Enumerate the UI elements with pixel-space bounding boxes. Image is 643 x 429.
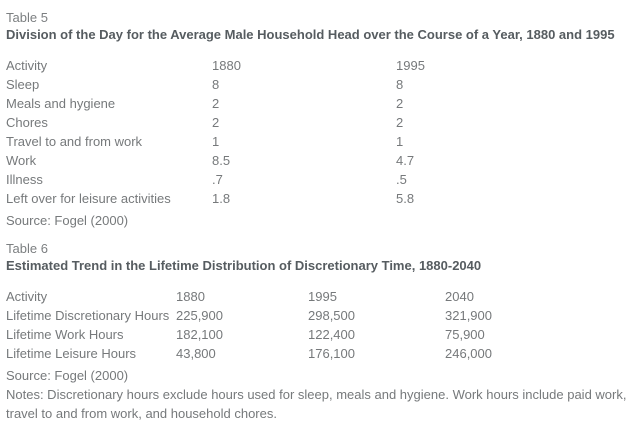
table-cell: Left over for leisure activities [6,191,171,206]
table-cell: 43,800 [176,346,216,361]
table-cell: 225,900 [176,308,223,323]
table-header-row [6,56,602,75]
table-cell: 2 [396,96,404,111]
table-cell: Lifetime Work Hours [6,327,124,342]
table-row [6,344,602,363]
table-cell: Chores [6,115,48,130]
table5-source: Source: Fogel (2000) [6,213,129,228]
table-row [6,75,602,94]
table-cell: 4.7 [396,153,415,168]
table-cell: 1 [212,134,220,149]
table-cell: Lifetime Discretionary Hours [6,308,170,323]
table-cell: Illness [6,172,43,187]
table-row [6,132,602,151]
table-cell: Meals and hygiene [6,96,116,111]
table-header-cell: Activity [6,289,48,304]
table-cell: 182,100 [176,327,223,342]
table-header-row [6,287,602,306]
table-row [6,325,602,344]
table5 [6,56,602,208]
table-cell: 321,900 [445,308,492,323]
table-row [6,113,602,132]
table-cell: 1 [396,134,404,149]
table-header-cell: 1880 [212,58,241,73]
table6 [6,287,602,363]
table-cell: .7 [212,172,223,187]
table6-title: Estimated Trend in the Lifetime Distribution of Discretionary Time, 1880-2040 [6,258,482,273]
table-cell: 8.5 [212,153,231,168]
table-header-cell: 1995 [396,58,425,73]
table-cell: Sleep [6,77,40,92]
table-cell: 8 [212,77,220,92]
table-cell: 2 [396,115,404,130]
table-header-cell: 2040 [445,289,474,304]
table-cell: 2 [212,96,220,111]
table5-section [6,9,637,230]
table5-title: Division of the Day for the Average Male Household Head over the Course of a Year, 1880 and 1995 [6,27,615,42]
table-cell: Lifetime Leisure Hours [6,346,137,361]
table-row [6,170,602,189]
table-row [6,151,602,170]
table6-notes: Notes: Discretionary hours exclude hours used for sleep, meals and hygiene. Work hours include paid work, travel to and from work, and household chores. [6,387,627,421]
table-header-cell: 1880 [176,289,205,304]
table6-section [6,240,637,423]
table-row [6,306,602,325]
table-cell: 5.8 [396,191,415,206]
table-cell: Work [6,153,37,168]
table-row [6,189,602,208]
table-cell: 75,900 [445,327,485,342]
table-cell: .5 [396,172,407,187]
table6-label: Table 6 [6,241,48,256]
table-row [6,94,602,113]
table-cell: 2 [212,115,220,130]
table-cell: 246,000 [445,346,492,361]
table-cell: 1.8 [212,191,231,206]
table-header-cell: 1995 [308,289,337,304]
table-cell: 298,500 [308,308,355,323]
table-cell: Travel to and from work [6,134,143,149]
table5-label: Table 5 [6,10,48,25]
table-cell: 176,100 [308,346,355,361]
table6-source: Source: Fogel (2000) [6,368,129,383]
table-header-cell: Activity [6,58,48,73]
table-cell: 8 [396,77,404,92]
table-cell: 122,400 [308,327,355,342]
